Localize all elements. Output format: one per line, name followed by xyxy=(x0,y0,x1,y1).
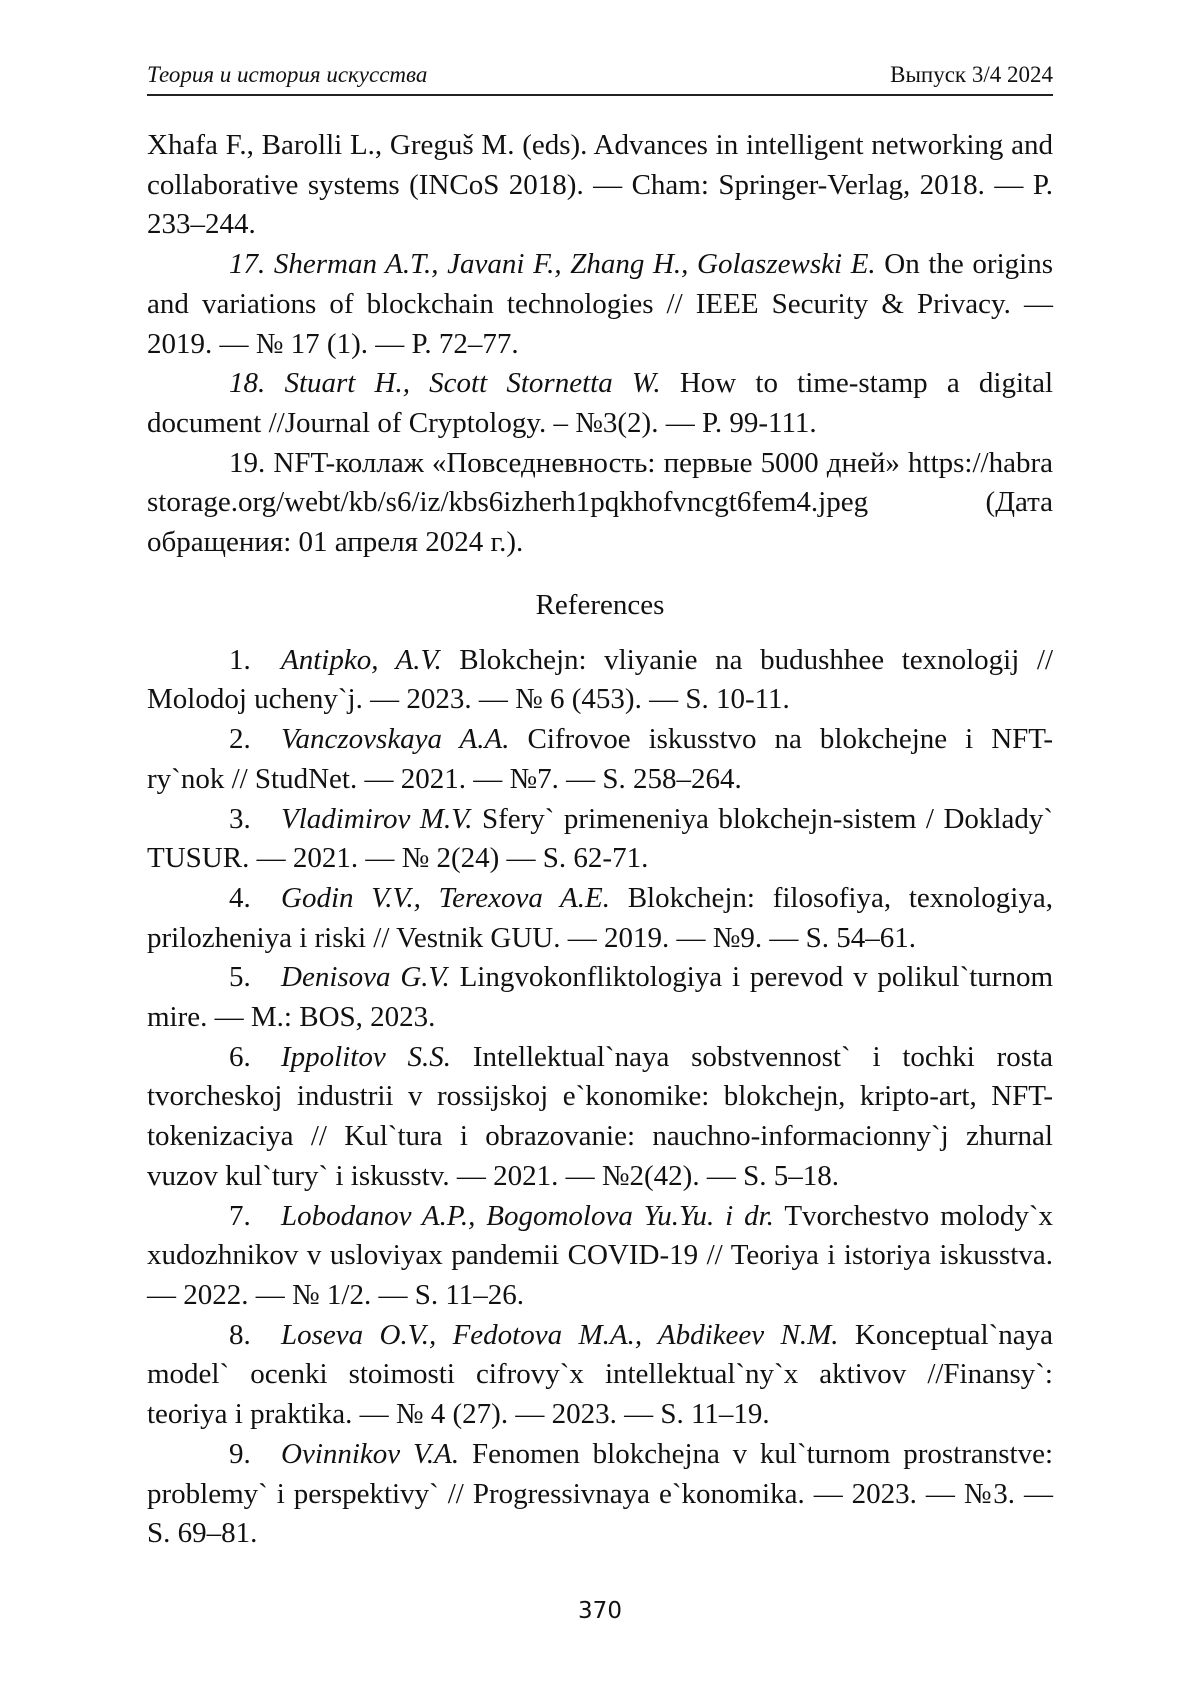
reference-text: Blokchejn: vliyanie na budushhee texnologij // Molodoj ucheny`j. — 2023. — № 6 (453). — S. 10-11. xyxy=(147,644,1053,716)
references-item-7 xyxy=(147,1197,1053,1316)
page xyxy=(147,60,1053,1554)
continued-reference xyxy=(147,126,1053,245)
reference-authors: Ippolitov S.S. xyxy=(281,1041,451,1073)
reference-number: 1. xyxy=(229,641,281,681)
references-item-3 xyxy=(147,800,1053,879)
running-header xyxy=(147,60,1053,96)
page-body xyxy=(147,126,1053,1554)
references-item-2 xyxy=(147,720,1053,799)
references-item-6 xyxy=(147,1038,1053,1197)
reference-number: 7. xyxy=(229,1197,281,1237)
reference-authors: Lobodanov A.P., Bogomolova Yu.Yu. i dr. xyxy=(281,1200,774,1232)
reference-text: Cifrovoe iskusstvo na blokchejne i NFT-ry`nok // StudNet. — 2021. — №7. — S. 258–264. xyxy=(147,723,1053,795)
references-item-8 xyxy=(147,1316,1053,1435)
reference-text: Konceptual`naya model` ocenki stoimosti cifrovy`x intellektual`ny`x aktivov //Finansy`: teoriya i praktika. — № 4 (27). — 2023. — S. 11–19. xyxy=(147,1319,1053,1430)
reference-authors: Stuart H., Scott Stornetta W. xyxy=(284,367,660,399)
reference-text: Tvorchestvo molody`x xudozhnikov v usloviyax pandemii COVID-19 // Teoriya i istoriya iskusstva. — 2022. — № 1/2. — S. 11–26. xyxy=(147,1200,1053,1311)
reference-number: 6. xyxy=(229,1038,281,1078)
references-item-1 xyxy=(147,641,1053,720)
reference-number: 17. xyxy=(229,248,265,280)
reference-number: 8. xyxy=(229,1316,281,1356)
reference-number: 5. xyxy=(229,958,281,998)
reference-number: 18. xyxy=(229,367,265,399)
journal-title: Теория и история искусства xyxy=(147,60,427,90)
reference-text: On the origins and variations of blockchain technologies // IEEE Security & Privacy. — 2019. — № 17 (1). — P. 72–77. xyxy=(147,248,1053,359)
reference-authors: Antipko, A.V. xyxy=(281,644,442,676)
reference-access-date: (Дата обращения: 01 апреля 2024 г.). xyxy=(147,486,1053,558)
reference-item-19 xyxy=(147,444,1053,563)
references-item-5 xyxy=(147,958,1053,1037)
reference-authors: Denisova G.V. xyxy=(281,961,450,993)
reference-authors: Vanczovskaya A.A. xyxy=(281,723,509,755)
reference-text: Intellektual`naya sobstvennost` i tochki rosta tvorcheskoj industrii v rossijskoj e`konomike: blokchejn, kripto-art, NFT-tokenizaciya // Kul`tura i obrazovanie: nauchno-informacionny`j zhurnal vuzov kul`tury` i iskusstv. — 2021. — №2(42). — S. 5–18. xyxy=(147,1041,1053,1192)
reference-text: NFT-коллаж «Повседневность: первые 5000 дней» xyxy=(273,447,900,479)
reference-number: 3. xyxy=(229,800,281,840)
reference-authors: Sherman A.T., Javani F., Zhang H., Golaszewski E. xyxy=(274,248,876,280)
references-list xyxy=(147,641,1053,1554)
reference-authors: Vladimirov M.V. xyxy=(281,803,473,835)
reference-authors: Loseva O.V., Fedotova M.A., Abdikeev N.M. xyxy=(281,1319,839,1351)
reference-authors: Godin V.V., Terexova A.E. xyxy=(281,882,610,914)
reference-text: Blokchejn: filosofiya, texnologiya, prilozheniya i riski // Vestnik GUU. — 2019. — №9. — S. 54–61. xyxy=(147,882,1053,954)
reference-url[interactable]: https://habrastorage.org/webt/kb/s6/iz/kbs6izherh1pqkhofvncgt6fem4.jpeg xyxy=(147,447,1053,519)
reference-number: 9. xyxy=(229,1435,281,1475)
reference-number: 2. xyxy=(229,720,281,760)
references-heading: References xyxy=(147,585,1053,625)
reference-text: How to time-stamp a digital document //Journal of Cryptology. – №3(2). — P. 99-111. xyxy=(147,367,1053,439)
reference-text: Fenomen blokchejna v kul`turnom prostranstve: problemy` i perspektivy` // Progressivnaya e`konomika. — 2023. — №3. — S. 69–81. xyxy=(147,1438,1053,1549)
reference-authors: Ovinnikov V.A. xyxy=(281,1438,459,1470)
issue-number: Выпуск 3/4 2024 xyxy=(890,60,1053,90)
references-item-9 xyxy=(147,1435,1053,1554)
reference-item-18 xyxy=(147,364,1053,443)
page-number: 370 xyxy=(0,1598,1200,1624)
reference-text: Sfery` primeneniya blokchejn-sistem / Doklady` TUSUR. — 2021. — № 2(24) — S. 62-71. xyxy=(147,803,1053,875)
reference-item-17 xyxy=(147,245,1053,364)
references-item-4 xyxy=(147,879,1053,958)
reference-number: 4. xyxy=(229,879,281,919)
reference-text: Xhafa F., Barolli L., Greguš M. (eds). Advances in intelligent networking and collaborative systems (INCoS 2018). — Cham: Springer-Verlag, 2018. — P. 233–244. xyxy=(147,129,1053,240)
reference-text: Lingvokonfliktologiya i perevod v polikul`turnom mire. — M.: BOS, 2023. xyxy=(147,961,1053,1033)
reference-number: 19. xyxy=(229,447,265,479)
